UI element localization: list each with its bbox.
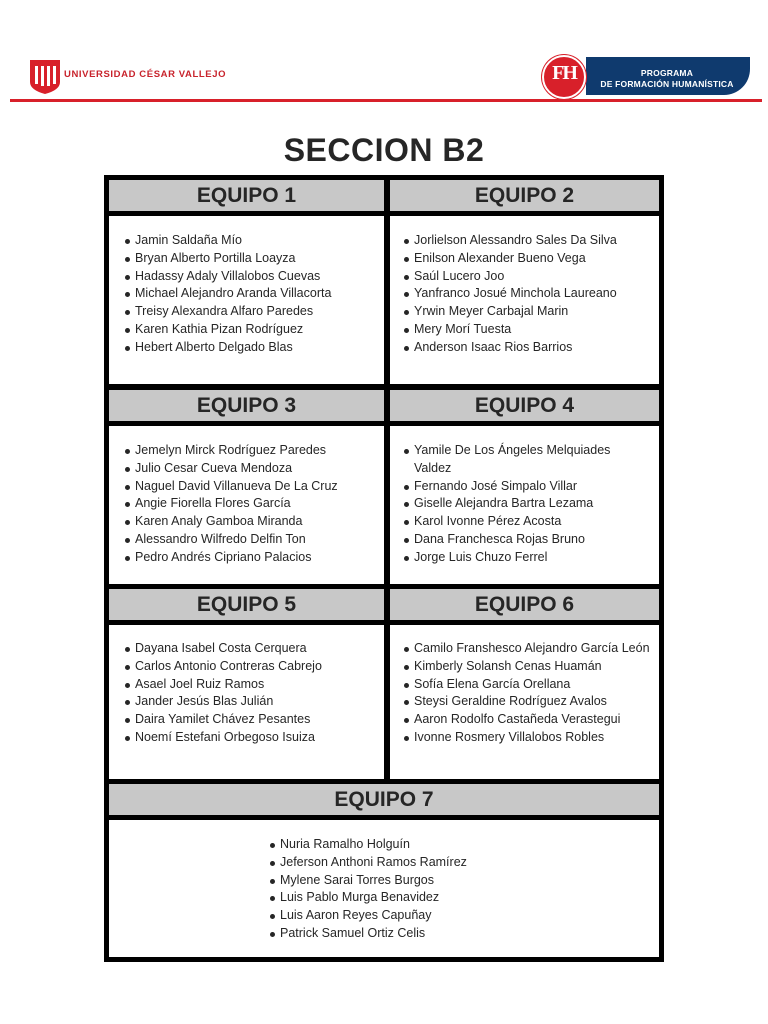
member-name: Julio Cesar Cueva Mendoza bbox=[135, 460, 293, 475]
bullet-icon bbox=[125, 683, 130, 688]
bullet-icon bbox=[270, 861, 275, 866]
member-name: Karen Analy Gamboa Miranda bbox=[135, 514, 303, 529]
list-item bbox=[125, 711, 384, 729]
member-name: Jander Jesús Blas Julián bbox=[135, 694, 274, 709]
bullet-icon bbox=[404, 257, 409, 262]
list-item bbox=[125, 303, 384, 321]
list-item bbox=[125, 442, 384, 460]
member-name: Fernando José Simpalo Villar bbox=[414, 478, 578, 493]
member-name: Jorge Luis Chuzo Ferrel bbox=[414, 549, 548, 564]
bullet-icon bbox=[404, 485, 409, 490]
list-item bbox=[125, 478, 384, 496]
list-item bbox=[125, 729, 384, 747]
bullet-icon bbox=[404, 239, 409, 244]
list-item bbox=[404, 478, 649, 496]
list-item bbox=[125, 531, 384, 549]
member-name: Dana Franchesca Rojas Bruno bbox=[414, 531, 585, 546]
bullet-icon bbox=[125, 485, 130, 490]
bullet-icon bbox=[125, 647, 130, 652]
bullet-icon bbox=[125, 556, 130, 561]
team-header bbox=[108, 588, 385, 621]
bullet-icon bbox=[404, 520, 409, 525]
bullet-icon bbox=[125, 520, 130, 525]
bullet-icon bbox=[404, 665, 409, 670]
team-members-cell bbox=[108, 215, 385, 385]
bullet-icon bbox=[404, 275, 409, 280]
member-name: Jamin Saldaña Mío bbox=[135, 233, 243, 247]
bullet-icon bbox=[404, 538, 409, 543]
member-name: Camilo Franshesco Alejandro García León bbox=[414, 641, 650, 655]
program-name-line2: DE FORMACIÓN HUMANÍSTICA bbox=[600, 79, 734, 89]
member-name: Asael Joel Ruiz Ramos bbox=[135, 676, 265, 691]
member-name: Patrick Samuel Ortiz Celis bbox=[280, 925, 426, 940]
bullet-icon bbox=[404, 328, 409, 333]
bullet-icon bbox=[404, 556, 409, 561]
member-name: Treisy Alexandra Alfaro Paredes bbox=[135, 304, 314, 319]
bullet-icon bbox=[125, 346, 130, 351]
member-name: Aaron Rodolfo Castañeda Verastegui bbox=[414, 712, 621, 727]
team-members-cell bbox=[389, 215, 660, 385]
bullet-icon bbox=[125, 736, 130, 741]
member-name: Bryan Alberto Portilla Loayza bbox=[135, 250, 296, 265]
team-header bbox=[108, 179, 385, 212]
bullet-icon bbox=[404, 700, 409, 705]
bullet-icon bbox=[125, 257, 130, 262]
list-item bbox=[404, 285, 659, 303]
list-item bbox=[404, 303, 659, 321]
team-member-list bbox=[125, 232, 384, 357]
member-name: Luis Pablo Murga Benavidez bbox=[280, 890, 440, 905]
member-name: Giselle Alejandra Bartra Lezama bbox=[414, 496, 594, 511]
member-name: Mylene Sarai Torres Burgos bbox=[280, 872, 435, 887]
member-name: Karen Kathia Pizan Rodríguez bbox=[135, 321, 304, 336]
list-item bbox=[404, 339, 659, 357]
list-item bbox=[404, 495, 649, 513]
bullet-icon bbox=[404, 292, 409, 297]
bullet-icon bbox=[270, 843, 275, 848]
member-name: Ivonne Rosmery Villalobos Robles bbox=[414, 729, 605, 744]
bullet-icon bbox=[404, 683, 409, 688]
bullet-icon bbox=[125, 239, 130, 244]
list-item bbox=[270, 925, 659, 943]
list-item bbox=[270, 854, 659, 872]
bullet-icon bbox=[125, 310, 130, 315]
list-item bbox=[125, 676, 384, 694]
list-item bbox=[404, 711, 649, 729]
bullet-icon bbox=[270, 932, 275, 937]
bullet-icon bbox=[404, 718, 409, 723]
member-name: Noemí Estefani Orbegoso Isuiza bbox=[135, 729, 315, 744]
member-name: Carlos Antonio Contreras Cabrejo bbox=[135, 658, 322, 673]
member-name: Kimberly Solansh Cenas Huamán bbox=[414, 658, 602, 673]
list-item bbox=[404, 442, 644, 478]
bullet-icon bbox=[270, 896, 275, 901]
ucv-shield-logo-icon bbox=[30, 60, 60, 94]
list-item bbox=[404, 549, 649, 567]
bullet-icon bbox=[404, 502, 409, 507]
teams-table bbox=[104, 175, 664, 962]
team-name: EQUIPO 6 bbox=[474, 593, 575, 616]
member-name: Luis Aaron Reyes Capuñay bbox=[280, 908, 432, 923]
list-item bbox=[404, 729, 649, 747]
member-name: Jorlielson Alessandro Sales Da Silva bbox=[414, 233, 617, 247]
team-members-cell bbox=[389, 624, 660, 780]
member-name: Hebert Alberto Delgado Blas bbox=[135, 339, 293, 354]
bullet-icon bbox=[125, 467, 130, 472]
list-item bbox=[125, 693, 384, 711]
member-name: Nuria Ramalho Holguín bbox=[280, 837, 410, 851]
member-name: Michael Alejandro Aranda Villacorta bbox=[135, 286, 332, 301]
team-members-cell bbox=[108, 819, 660, 958]
bullet-icon bbox=[125, 700, 130, 705]
list-item bbox=[270, 889, 659, 907]
member-name: Saúl Lucero Joo bbox=[414, 268, 505, 283]
bullet-icon bbox=[270, 879, 275, 884]
bullet-icon bbox=[404, 310, 409, 315]
team-name: EQUIPO 5 bbox=[196, 593, 297, 616]
member-name: Dayana Isabel Costa Cerquera bbox=[135, 641, 307, 655]
member-name: Pedro Andrés Cipriano Palacios bbox=[135, 549, 312, 564]
list-item bbox=[404, 693, 649, 711]
university-name: UNIVERSIDAD CÉSAR VALLEJO bbox=[64, 69, 227, 80]
member-name: Alessandro Wilfredo Delfin Ton bbox=[135, 531, 306, 546]
list-item bbox=[125, 640, 384, 658]
list-item bbox=[125, 268, 384, 286]
member-name: Anderson Isaac Rios Barrios bbox=[414, 339, 573, 354]
team-header bbox=[389, 179, 660, 212]
bullet-icon bbox=[125, 449, 130, 454]
list-item bbox=[125, 460, 384, 478]
list-item bbox=[404, 513, 649, 531]
bullet-icon bbox=[404, 647, 409, 652]
list-item bbox=[404, 250, 659, 268]
team-member-list bbox=[125, 442, 384, 567]
team-member-list bbox=[125, 640, 384, 747]
list-item bbox=[404, 531, 649, 549]
team-header bbox=[389, 389, 660, 422]
member-name: Jemelyn Mirck Rodríguez Paredes bbox=[135, 443, 327, 457]
member-name: Hadassy Adaly Villalobos Cuevas bbox=[135, 268, 321, 283]
list-item bbox=[404, 658, 649, 676]
team-members-cell bbox=[108, 425, 385, 585]
list-item bbox=[270, 872, 659, 890]
member-name: Naguel David Villanueva De La Cruz bbox=[135, 478, 338, 493]
member-name: Steysi Geraldine Rodríguez Avalos bbox=[414, 694, 607, 709]
team-member-list bbox=[404, 232, 659, 357]
team-name: EQUIPO 3 bbox=[196, 394, 297, 417]
bullet-icon bbox=[125, 665, 130, 670]
member-name: Daira Yamilet Chávez Pesantes bbox=[135, 712, 311, 727]
list-item bbox=[125, 321, 384, 339]
list-item bbox=[270, 836, 659, 854]
bullet-icon bbox=[404, 449, 409, 454]
list-item bbox=[125, 250, 384, 268]
bullet-icon bbox=[125, 502, 130, 507]
team-member-list bbox=[270, 836, 659, 943]
bullet-icon bbox=[125, 538, 130, 543]
list-item bbox=[404, 232, 659, 250]
team-member-list bbox=[404, 640, 649, 747]
list-item bbox=[125, 232, 384, 250]
list-item bbox=[125, 495, 384, 513]
bullet-icon bbox=[404, 346, 409, 351]
program-name-line1: PROGRAMA bbox=[640, 68, 694, 78]
team-member-list bbox=[404, 442, 649, 567]
team-header bbox=[108, 783, 660, 816]
list-item bbox=[125, 285, 384, 303]
team-members-cell bbox=[108, 624, 385, 780]
bullet-icon bbox=[125, 328, 130, 333]
member-name: Yamile De Los Ángeles Melquiades Valdez bbox=[414, 443, 611, 475]
member-name: Enilson Alexander Bueno Vega bbox=[414, 250, 586, 265]
bullet-icon bbox=[404, 736, 409, 741]
page-title: SECCION B2 bbox=[283, 132, 485, 168]
team-name: EQUIPO 4 bbox=[474, 394, 575, 417]
team-members-cell bbox=[389, 425, 660, 585]
bullet-icon bbox=[125, 292, 130, 297]
member-name: Mery Morí Tuesta bbox=[414, 321, 512, 336]
list-item bbox=[404, 321, 659, 339]
list-item bbox=[404, 676, 649, 694]
list-item bbox=[125, 658, 384, 676]
page-header bbox=[0, 0, 768, 110]
list-item bbox=[404, 640, 652, 658]
team-name: EQUIPO 1 bbox=[196, 184, 297, 207]
member-name: Yanfranco Josué Minchola Laureano bbox=[414, 286, 617, 301]
list-item bbox=[125, 339, 384, 357]
member-name: Jeferson Anthoni Ramos Ramírez bbox=[280, 854, 467, 869]
bullet-icon bbox=[125, 718, 130, 723]
bullet-icon bbox=[270, 914, 275, 919]
team-header bbox=[389, 588, 660, 621]
program-logo-letters: FH bbox=[552, 62, 576, 84]
list-item bbox=[125, 513, 384, 531]
bullet-icon bbox=[125, 275, 130, 280]
team-name: EQUIPO 7 bbox=[334, 788, 434, 811]
list-item bbox=[270, 907, 659, 925]
list-item bbox=[125, 549, 384, 567]
member-name: Sofía Elena García Orellana bbox=[414, 676, 571, 691]
member-name: Karol Ivonne Pérez Acosta bbox=[414, 514, 562, 529]
member-name: Yrwin Meyer Carbajal Marin bbox=[414, 304, 569, 319]
team-header bbox=[108, 389, 385, 422]
member-name: Angie Fiorella Flores García bbox=[135, 496, 291, 511]
team-name: EQUIPO 2 bbox=[474, 184, 575, 207]
header-divider bbox=[10, 99, 762, 102]
list-item bbox=[404, 268, 659, 286]
